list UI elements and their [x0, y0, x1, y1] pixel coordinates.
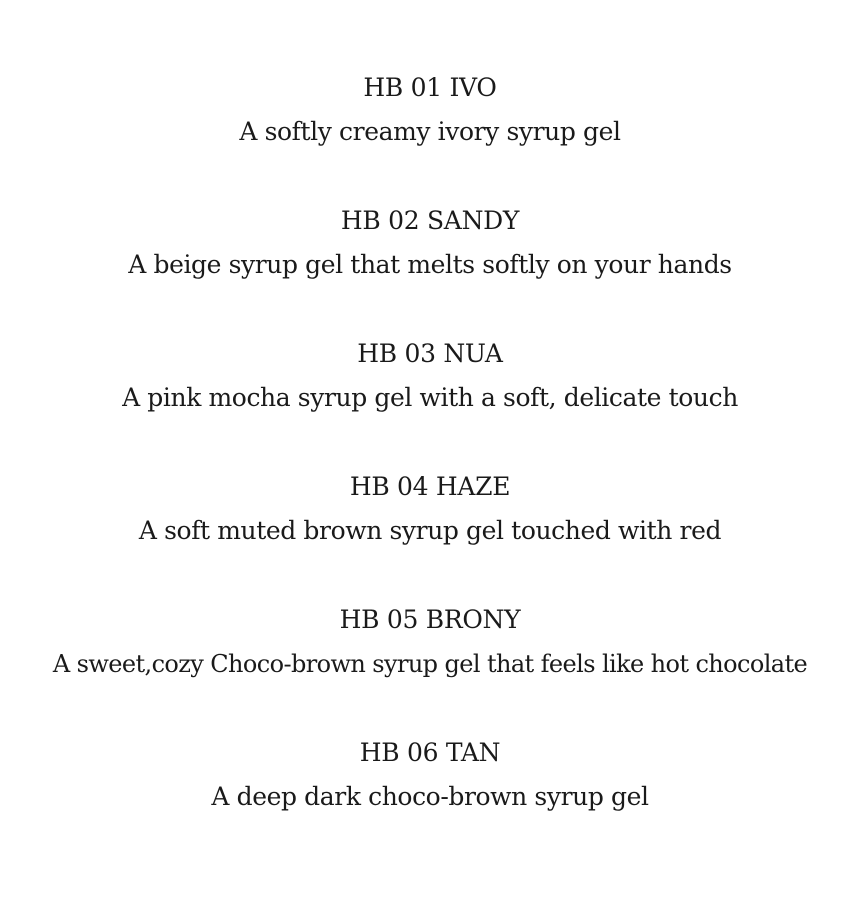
shade-name: HB 01 IVO — [363, 73, 497, 102]
shade-item-brony — [0, 602, 860, 735]
shade-description: A deep dark choco-brown syrup gel — [211, 782, 649, 811]
shade-name: HB 05 BRONY — [339, 605, 521, 634]
shade-name: HB 03 NUA — [357, 339, 503, 368]
shade-description: A pink mocha syrup gel with a soft, delicate touch — [122, 383, 738, 412]
shade-description: A soft muted brown syrup gel touched with red — [138, 516, 722, 545]
shade-item-ivo — [0, 70, 860, 203]
shade-list — [0, 70, 860, 868]
shade-description: A softly creamy ivory syrup gel — [239, 117, 621, 146]
shade-name: HB 04 HAZE — [349, 472, 511, 501]
shade-item-haze — [0, 469, 860, 602]
shade-item-sandy — [0, 203, 860, 336]
shade-name: HB 06 TAN — [359, 738, 501, 767]
shade-item-tan — [0, 735, 860, 868]
shade-name: HB 02 SANDY — [340, 206, 520, 235]
shade-description: A beige syrup gel that melts softly on your hands — [128, 250, 732, 279]
shade-item-nua — [0, 336, 860, 469]
shade-description: A sweet,cozy Choco-brown syrup gel that feels like hot chocolate — [52, 650, 808, 678]
